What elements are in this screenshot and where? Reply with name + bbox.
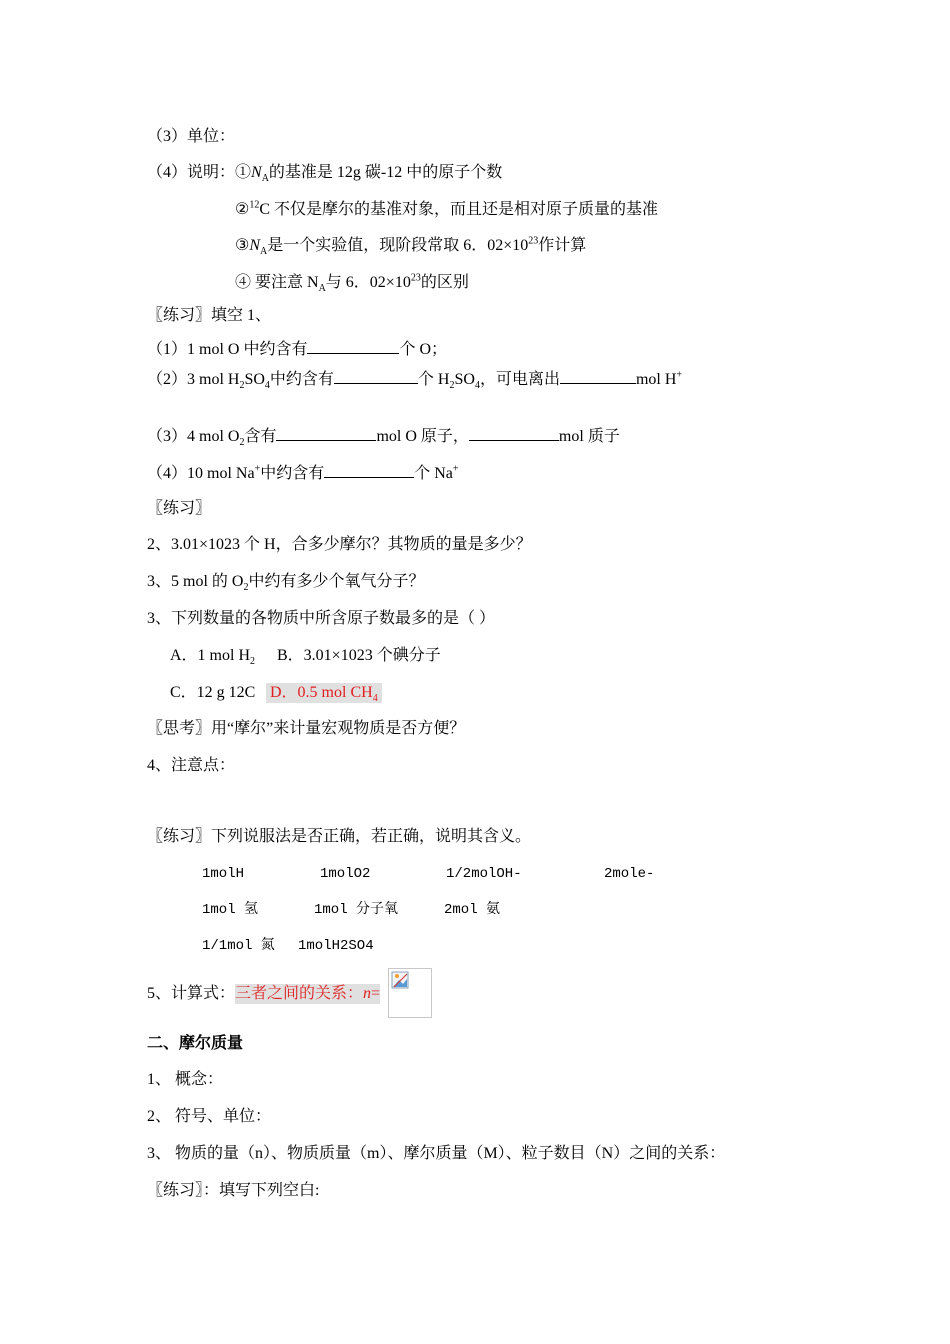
judge-item: 2mol 氨 xyxy=(444,902,501,918)
relation-line: 3、 物质的量（n）、物质质量（m）、摩尔质量（M）、粒子数目（N）之间的关系： xyxy=(147,1145,726,1162)
exercise-fill-blanks: 〖练习〗：填写下列空白: xyxy=(147,1182,320,1199)
fill-question-4: （4）10 mol Na+中约含有 个 Na+ xyxy=(147,463,459,482)
option-d: D．0.5 mol $CH_4$ xyxy=(266,683,382,703)
fill-question-3: （3）4 mol $O_2$含有 mol O 原子， mol 质子 xyxy=(147,425,620,447)
blank[interactable] xyxy=(334,368,418,384)
judge-item: 2mole- xyxy=(604,866,655,882)
symbol-unit-line: 2、 符号、单位： xyxy=(147,1108,272,1125)
broken-image-icon xyxy=(391,971,409,989)
exercise-fill-heading: 〖练习〗填空 1、 xyxy=(147,307,272,324)
formula-label: 5、计算式： xyxy=(147,985,236,1002)
judge-item: 1/2molOH- xyxy=(446,866,522,882)
option-b: B．3.01×1023 个碘分子 xyxy=(277,647,441,664)
note-line-4: ④ 要注意 $N_A$与 6．$02\times 10^{23}$的区别 xyxy=(235,272,469,295)
judge-item: 1molH2SO4 xyxy=(298,938,374,954)
formula-image xyxy=(388,968,432,1018)
fill-question-2: （2）3 mol $H_2SO_4$中约含有 个 $H_2SO_4$，可电离出 mol H+ xyxy=(147,369,683,392)
question-2: 2、3.01×1023 个 H，合多少摩尔？其物质的量是多少？ xyxy=(147,536,532,553)
question-3b: 3、下列数量的各物质中所含原子数最多的是（ ） xyxy=(147,610,496,627)
unit-line: （3）单位： xyxy=(147,128,236,145)
judge-item: 1mol 分子氧 xyxy=(314,902,399,918)
blank[interactable] xyxy=(469,425,559,441)
blank[interactable] xyxy=(560,368,636,384)
thinking-question: 〖思考〗用“摩尔”来计量宏观物质是否方便？ xyxy=(147,720,466,737)
exercise-judgement: 〖练习〗下列说服法是否正确，若正确，说明其含义。 xyxy=(147,828,532,845)
judge-item: 1molO2 xyxy=(320,866,371,882)
fill-question-1: （1）1 mol O 中约含有 个 O； xyxy=(147,338,447,360)
judge-item: 1/1mol 氮 xyxy=(202,938,275,954)
note-line-3: $③N_A$是一个实验值，现阶段常取 6．$02\times 10^{23}$作计算 xyxy=(235,235,587,258)
note-line-2: ②$^{12}$C 不仅是摩尔的基准对象，而且还是相对原子质量的基准 xyxy=(235,199,659,218)
notes-heading: 4、注意点： xyxy=(147,757,236,774)
option-c: C．12 g 12C xyxy=(170,684,256,701)
blank[interactable] xyxy=(307,338,399,354)
question-3a: 3、5 mol 的 $O_2$中约有多少个氧气分子？ xyxy=(147,573,425,594)
judge-item: 1molH xyxy=(202,866,245,882)
exercise-heading: 〖练习〗 xyxy=(147,500,212,517)
option-a: A．1 mol $H_2$ xyxy=(170,647,256,668)
section-heading-molar-mass: 二、摩尔质量 xyxy=(147,1035,244,1052)
judge-item: 1mol 氢 xyxy=(202,902,259,918)
blank[interactable] xyxy=(276,425,376,441)
concept-line: 1、 概念： xyxy=(147,1071,224,1088)
blank[interactable] xyxy=(324,462,414,478)
formula-relation: 三者之间的关系：n= xyxy=(235,985,381,1002)
note-line-1: （4）说明：$①N_A$的基准是 12g 碳-12 中的原子个数 xyxy=(147,164,503,185)
